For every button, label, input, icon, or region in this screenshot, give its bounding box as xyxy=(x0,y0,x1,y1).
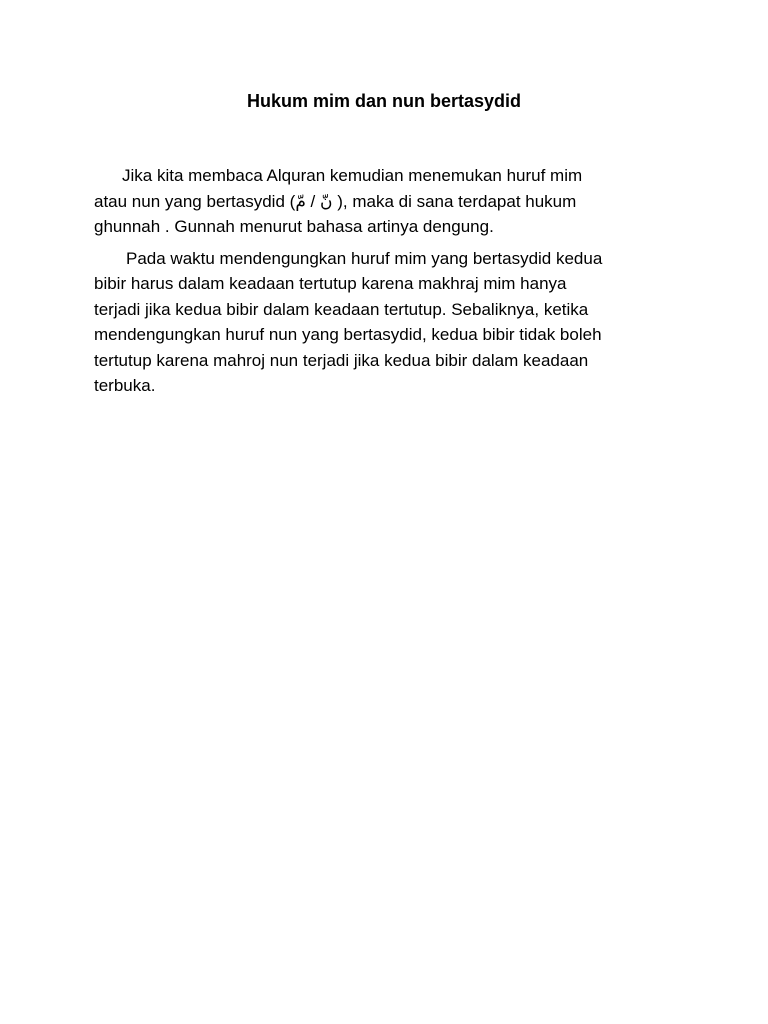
paragraph-line: mendengungkan huruf nun yang bertasydid, kedua bibir tidak boleh xyxy=(94,325,602,344)
paragraph-line: tertutup karena mahroj nun terjadi jika kedua bibir dalam keadaan xyxy=(94,350,589,370)
paragraph-2 xyxy=(94,246,680,399)
paragraph-line: atau nun yang bertasydid (نّ / مّ ), maka di sana terdapat hukum xyxy=(94,191,577,211)
paragraph-line: terjadi jika kedua bibir dalam keadaan tertutup. Sebaliknya, ketika xyxy=(94,299,589,319)
document-body xyxy=(94,163,680,399)
paragraph-1 xyxy=(94,163,680,240)
paragraph-line: Jika kita membaca Alquran kemudian menemukan huruf mim xyxy=(122,166,583,185)
paragraph-line: Pada waktu mendengungkan huruf mim yang bertasydid kedua xyxy=(126,248,603,268)
paragraph-line: terbuka. xyxy=(94,376,156,395)
paragraph-line: bibir harus dalam keadaan tertutup karena makhraj mim hanya xyxy=(94,274,567,293)
document-title: Hukum mim dan nun bertasydid xyxy=(246,91,522,111)
paragraph-line: ghunnah . Gunnah menurut bahasa artinya dengung. xyxy=(94,217,494,236)
